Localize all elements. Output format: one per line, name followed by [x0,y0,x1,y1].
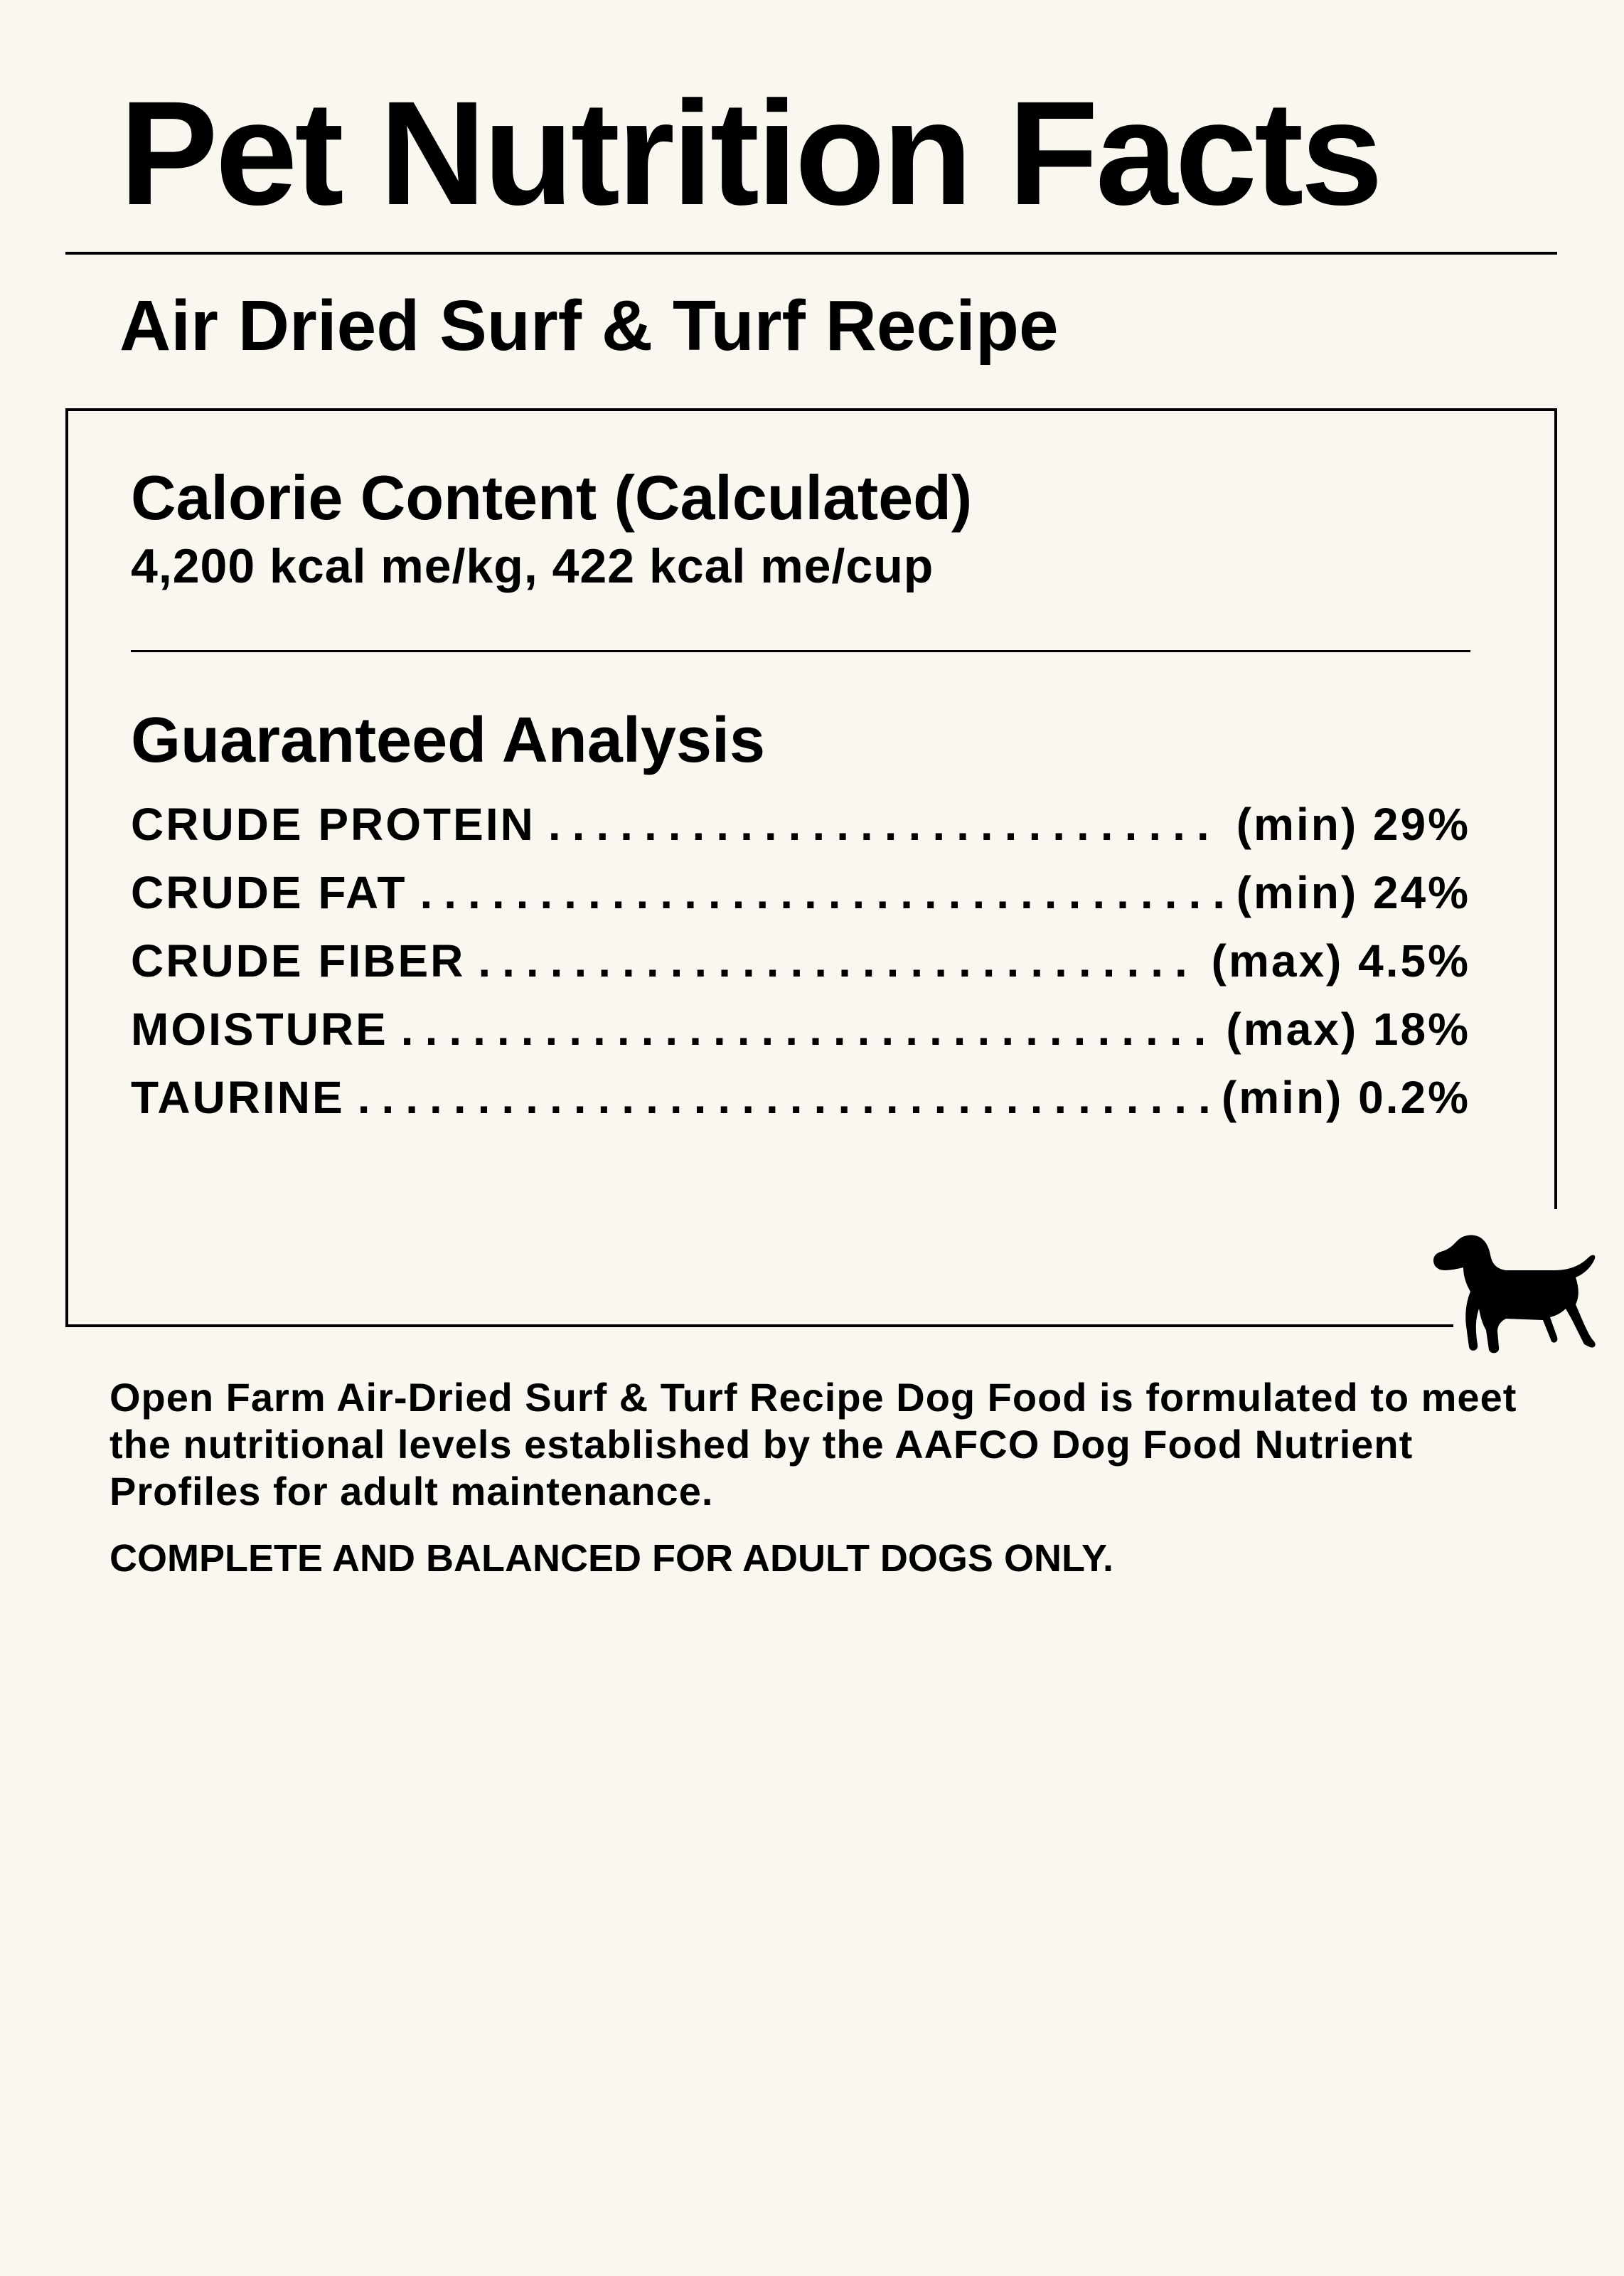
page-title: Pet Nutrition Facts [119,71,1381,236]
analysis-row-crude-fat [131,866,1470,935]
dot-leader [420,866,1223,919]
analysis-row-taurine [131,1071,1470,1139]
analysis-label: CRUDE FIBER [131,935,466,987]
dot-leader [548,798,1224,851]
section-divider [131,650,1470,652]
dot-leader [358,1071,1209,1124]
aafco-statement: Open Farm Air-Dried Surf & Turf Recipe Dog Food is formulated to meet the nutritional levels established by the AAFCO Dog Food Nutrient Profiles for adult maintenance. [109,1375,1517,1514]
title-divider [65,252,1557,255]
guaranteed-analysis-table [131,798,1470,1139]
analysis-label: TAURINE [131,1072,345,1123]
analysis-value: (min) 0.2% [1221,1072,1470,1123]
dot-leader [478,935,1198,987]
calorie-content-value: 4,200 kcal me/kg, 422 kcal me/cup [131,539,934,593]
analysis-row-crude-protein [131,798,1470,866]
feeding-claim: COMPLETE AND BALANCED FOR ADULT DOGS ONLY. [109,1537,1114,1580]
analysis-label: CRUDE PROTEIN [131,799,535,850]
analysis-row-moisture [131,1003,1470,1071]
recipe-name: Air Dried Surf & Turf Recipe [119,286,1059,366]
dog-silhouette-icon [1429,1230,1600,1356]
dot-leader [401,1003,1214,1055]
analysis-label: MOISTURE [131,1004,388,1055]
analysis-value: (min) 29% [1236,799,1470,850]
analysis-value: (max) 4.5% [1211,935,1470,987]
analysis-row-crude-fiber [131,935,1470,1003]
calorie-content-heading: Calorie Content (Calculated) [131,462,973,533]
analysis-label: CRUDE FAT [131,867,407,918]
analysis-value: (min) 24% [1236,867,1470,918]
guaranteed-analysis-heading: Guaranteed Analysis [131,705,766,776]
analysis-value: (max) 18% [1226,1004,1470,1055]
